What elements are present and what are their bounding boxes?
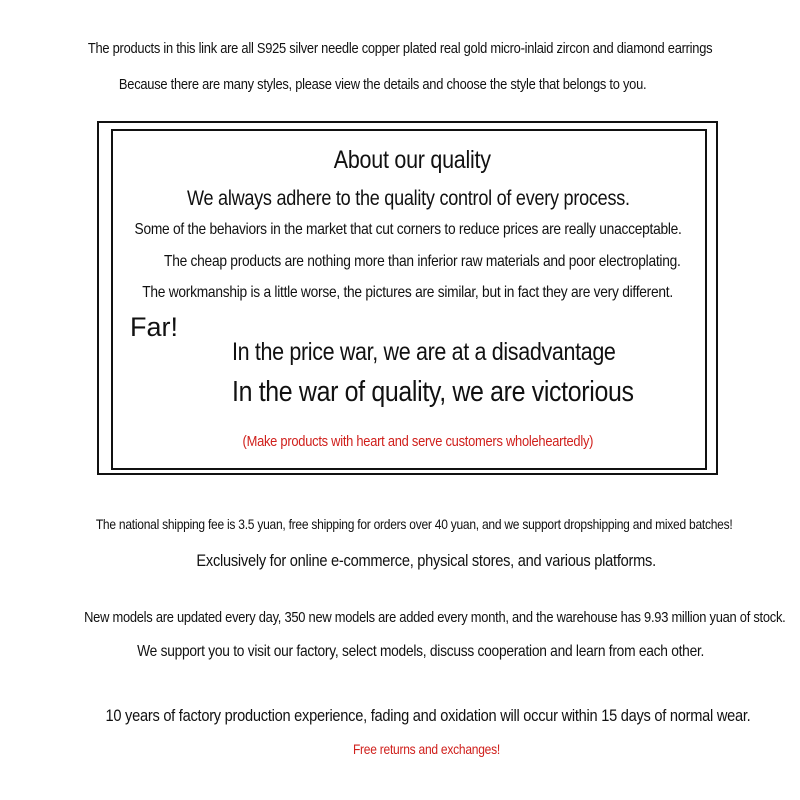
quality-para-2 [22,253,800,271]
quality-para-3 [8,284,800,302]
quality-para-1-text: Some of the behaviors in the market that cut corners to reduce prices are really unacceptable. [134,221,682,238]
price-war-line: In the price war, we are at a disadvantage [232,338,616,366]
intro-text-2: Because there are many styles, please view the details and choose the style that belongs to you. [119,76,647,93]
shipping-line [14,516,800,532]
visit-text: We support you to visit our factory, select models, discuss cooperation and learn from each other. [137,643,705,660]
quality-subtitle [8,187,800,211]
shipping-text: The national shipping fee is 3.5 yuan, free shipping for orders over 40 yuan, and we support dropshipping and mixed batches! [95,516,733,532]
returns-text: Free returns and exchanges! [352,741,500,757]
quality-title [12,146,800,175]
new-models-line [27,609,800,626]
experience-line [28,706,800,726]
motto-text: (Make products with heart and serve customers wholeheartedly) [242,433,594,450]
intro-text-1: The products in this link are all S925 silver needle copper plated real gold micro-inlaid zircon and diamond earrings [87,40,713,57]
quality-para-2-text: The cheap products are nothing more than inferior raw materials and poor electroplating. [163,253,681,270]
intro-line-2 [0,76,783,93]
visit-line [21,643,800,661]
quality-war-line: In the war of quality, we are victorious [232,376,634,408]
exclusive-text: Exclusively for online e-commerce, physical stores, and various platforms. [196,551,656,570]
new-models-text: New models are updated every day, 350 new models are added every month, and the warehouse has 9.93 million yuan of stock. [84,609,786,626]
quality-para-1 [8,221,800,239]
quality-para-3-text: The workmanship is a little worse, the pictures are similar, but in fact they are very different. [142,284,674,301]
quality-subtitle-text: We always adhere to the quality control of every process. [186,187,630,210]
quality-title-text: About our quality [333,146,491,174]
exclusive-line [26,551,800,571]
experience-text: 10 years of factory production experience, fading and oxidation will occur within 15 days of normal wear. [105,706,751,725]
intro-line-1 [0,40,800,57]
far-exclamation: Far! [130,312,179,342]
motto-line [18,433,800,450]
returns-line [26,741,800,757]
